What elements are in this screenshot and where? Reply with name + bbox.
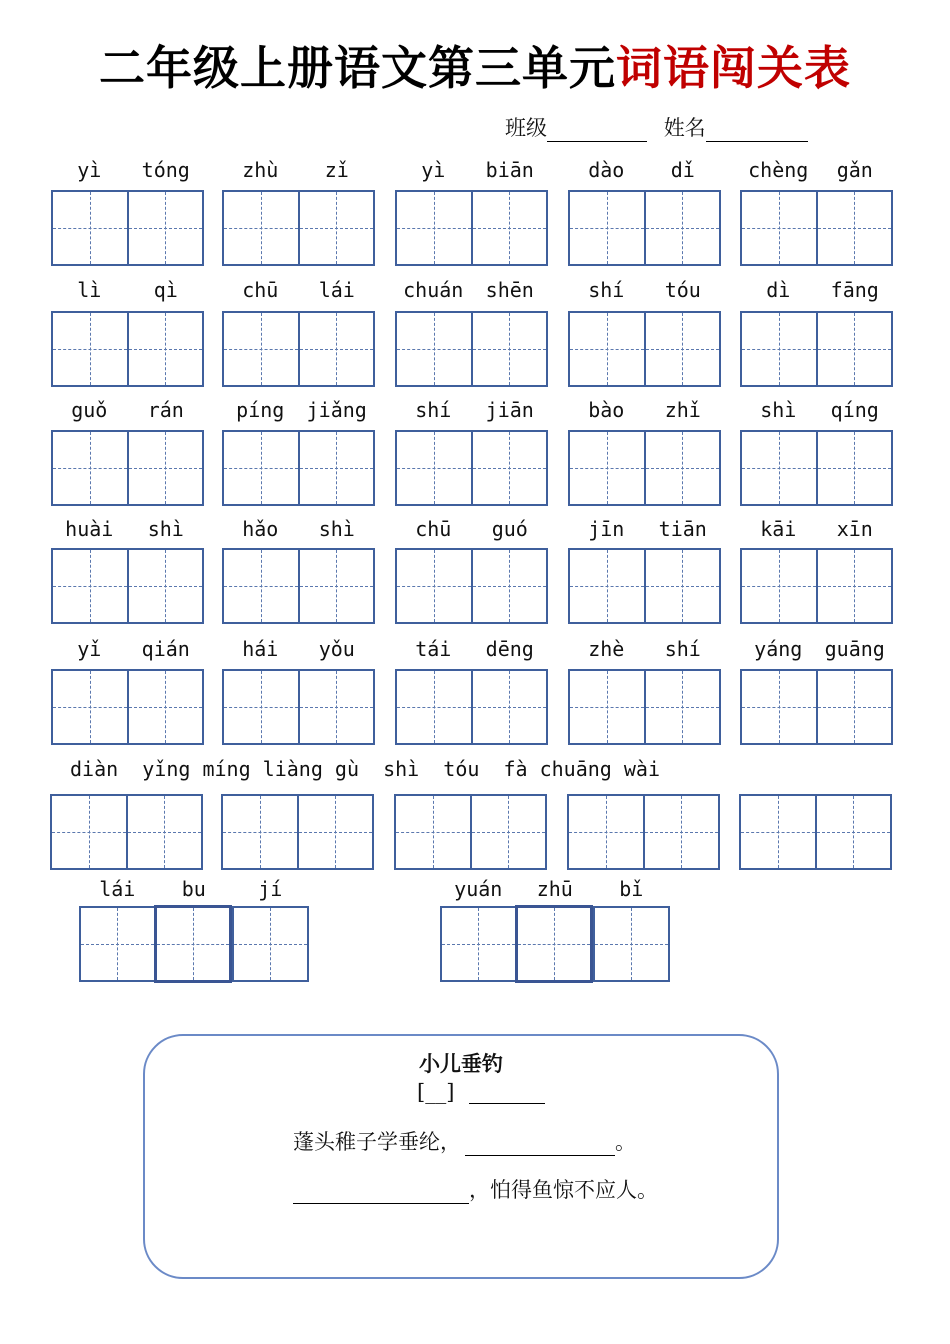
guide-line-horizontal	[224, 349, 298, 350]
character-cell[interactable]	[593, 908, 668, 980]
guide-line-horizontal	[223, 832, 297, 833]
guide-line-horizontal	[742, 468, 816, 469]
pinyin-label: guǒ	[71, 398, 108, 422]
character-cell[interactable]	[127, 550, 203, 622]
pinyin-label: yì	[421, 158, 446, 182]
character-cell[interactable]	[127, 313, 203, 385]
word-box	[568, 669, 721, 745]
character-cell[interactable]	[127, 671, 203, 743]
character-cell[interactable]	[53, 313, 127, 385]
guide-line-horizontal	[396, 832, 470, 833]
guide-line-horizontal	[397, 468, 471, 469]
guide-line-horizontal	[646, 468, 720, 469]
pinyin-label: jiān	[485, 398, 534, 422]
phrase-box	[79, 906, 309, 982]
character-cell[interactable]	[742, 671, 816, 743]
character-cell[interactable]	[126, 796, 202, 868]
guide-line-horizontal	[742, 586, 816, 587]
guide-line-horizontal	[646, 228, 720, 229]
title-highlight: 词语闯关表	[616, 41, 851, 95]
guide-line-horizontal	[234, 944, 307, 945]
character-cell[interactable]	[816, 550, 892, 622]
character-cell[interactable]	[224, 432, 298, 504]
character-cell[interactable]	[643, 796, 719, 868]
guide-line-horizontal	[300, 228, 374, 229]
character-cell[interactable]	[570, 550, 644, 622]
word-box	[740, 190, 893, 266]
character-cell[interactable]	[471, 671, 547, 743]
pinyin-label: qì	[153, 278, 178, 302]
guide-line-horizontal	[741, 832, 815, 833]
character-cell[interactable]	[816, 671, 892, 743]
word-box	[395, 430, 548, 506]
pinyin-label: bǐ	[619, 877, 644, 901]
guide-line-horizontal	[157, 944, 230, 945]
author-blank[interactable]	[469, 1083, 545, 1104]
guide-line-horizontal	[473, 349, 547, 350]
character-cell[interactable]	[298, 313, 374, 385]
character-cell[interactable]	[471, 313, 547, 385]
character-cell[interactable]	[397, 671, 471, 743]
word-box	[395, 190, 548, 266]
guide-line-horizontal	[570, 586, 644, 587]
character-cell[interactable]	[515, 905, 594, 983]
guide-line-horizontal	[570, 707, 644, 708]
word-box	[567, 794, 720, 870]
pinyin-label: bu	[181, 877, 206, 901]
guide-line-horizontal	[300, 707, 374, 708]
guide-line-horizontal	[129, 707, 203, 708]
guide-line-horizontal	[129, 349, 203, 350]
character-cell[interactable]	[298, 192, 374, 264]
guide-line-horizontal	[128, 832, 202, 833]
guide-line-horizontal	[818, 228, 892, 229]
word-box	[568, 190, 721, 266]
pinyin-label: dēng	[485, 637, 534, 661]
word-box	[739, 794, 892, 870]
character-cell[interactable]	[742, 192, 816, 264]
character-cell[interactable]	[297, 796, 373, 868]
pinyin-label: bào	[588, 398, 625, 422]
class-label: 班级	[505, 116, 547, 140]
character-cell[interactable]	[742, 550, 816, 622]
guide-line-horizontal	[224, 707, 298, 708]
guide-line-horizontal	[300, 349, 374, 350]
dynasty-bracket[interactable]: [__]	[417, 1080, 455, 1104]
pinyin-label: jiǎng	[306, 398, 367, 422]
pinyin-label: shí	[415, 398, 452, 422]
pinyin-label: dì	[766, 278, 791, 302]
word-box	[740, 311, 893, 387]
pinyin-label: dǐ	[670, 158, 695, 182]
character-cell[interactable]	[224, 671, 298, 743]
guide-line-horizontal	[53, 586, 127, 587]
guide-line-horizontal	[742, 228, 816, 229]
pinyin-label: tóng	[141, 158, 190, 182]
word-box	[222, 190, 375, 266]
name-field[interactable]	[706, 119, 808, 142]
pinyin-label: shì	[147, 517, 184, 541]
character-cell[interactable]	[471, 432, 547, 504]
guide-line-horizontal	[300, 468, 374, 469]
character-cell[interactable]	[644, 432, 720, 504]
guide-line-horizontal	[299, 832, 373, 833]
guide-line-horizontal	[129, 586, 203, 587]
guide-line-horizontal	[442, 944, 515, 945]
character-cell[interactable]	[53, 550, 127, 622]
guide-line-horizontal	[81, 944, 154, 945]
character-cell[interactable]	[442, 908, 515, 980]
guide-line-horizontal	[397, 228, 471, 229]
pinyin-label: zǐ	[324, 158, 349, 182]
pinyin-label: píng	[236, 398, 285, 422]
guide-line-horizontal	[570, 468, 644, 469]
guide-line-horizontal	[646, 349, 720, 350]
pinyin-label: yuán	[454, 877, 503, 901]
guide-line-horizontal	[818, 468, 892, 469]
guide-line-horizontal	[224, 586, 298, 587]
character-cell[interactable]	[53, 432, 127, 504]
guide-line-horizontal	[473, 468, 547, 469]
character-cell[interactable]	[570, 192, 644, 264]
pinyin-label: diàn yǐng míng liàng gù shì tóu fà chuāng wài	[70, 757, 661, 781]
name-label: 姓名	[663, 116, 706, 140]
pinyin-label: shì	[760, 398, 797, 422]
pinyin-label: jīn	[588, 517, 625, 541]
pinyin-label: lì	[77, 278, 102, 302]
pinyin-label: dào	[588, 158, 625, 182]
word-box	[568, 430, 721, 506]
guide-line-horizontal	[646, 586, 720, 587]
character-cell[interactable]	[644, 671, 720, 743]
character-cell[interactable]	[223, 796, 297, 868]
pinyin-label: hǎo	[242, 517, 279, 541]
guide-line-horizontal	[646, 707, 720, 708]
word-box	[568, 311, 721, 387]
guide-line-horizontal	[742, 349, 816, 350]
pinyin-label: gǎn	[836, 158, 873, 182]
pinyin-label: hái	[242, 637, 279, 661]
character-cell[interactable]	[397, 550, 471, 622]
guide-line-horizontal	[473, 707, 547, 708]
character-cell[interactable]	[224, 550, 298, 622]
guide-line-horizontal	[53, 707, 127, 708]
character-cell[interactable]	[741, 796, 815, 868]
character-cell[interactable]	[742, 432, 816, 504]
character-cell[interactable]	[644, 313, 720, 385]
character-cell[interactable]	[570, 313, 644, 385]
pinyin-label: yǐ	[77, 637, 102, 661]
pinyin-label: kāi	[760, 517, 797, 541]
pinyin-label: huài	[65, 517, 114, 541]
character-cell[interactable]	[816, 192, 892, 264]
character-cell[interactable]	[232, 908, 307, 980]
character-cell[interactable]	[52, 796, 126, 868]
character-cell[interactable]	[742, 313, 816, 385]
character-cell[interactable]	[397, 313, 471, 385]
character-cell[interactable]	[570, 432, 644, 504]
guide-line-horizontal	[53, 468, 127, 469]
character-cell[interactable]	[224, 192, 298, 264]
pinyin-label: shēn	[485, 278, 534, 302]
guide-line-horizontal	[817, 832, 891, 833]
pinyin-label: chū	[242, 278, 279, 302]
poem-blank-1[interactable]	[465, 1135, 615, 1156]
pinyin-label: zhǐ	[664, 398, 701, 422]
pinyin-label: guāng	[824, 637, 885, 661]
guide-line-horizontal	[397, 707, 471, 708]
pinyin-label: yì	[77, 158, 102, 182]
word-box	[51, 311, 204, 387]
character-cell[interactable]	[471, 550, 547, 622]
pinyin-label: chèng	[748, 158, 809, 182]
pinyin-label: shí	[588, 278, 625, 302]
word-box	[51, 548, 204, 624]
pinyin-label: zhù	[242, 158, 279, 182]
guide-line-horizontal	[518, 944, 591, 945]
pinyin-label: lái	[99, 877, 136, 901]
poem-author-line	[417, 1080, 545, 1104]
guide-line-horizontal	[224, 228, 298, 229]
guide-line-horizontal	[818, 707, 892, 708]
character-cell[interactable]	[569, 796, 643, 868]
pinyin-label: biān	[485, 158, 534, 182]
character-cell[interactable]	[81, 908, 154, 980]
pinyin-label: yáng	[754, 637, 803, 661]
guide-line-horizontal	[472, 832, 546, 833]
guide-line-horizontal	[473, 228, 547, 229]
pinyin-label: qíng	[830, 398, 879, 422]
guide-line-horizontal	[595, 944, 668, 945]
character-cell[interactable]	[127, 192, 203, 264]
guide-line-horizontal	[53, 349, 127, 350]
pinyin-label: lái	[318, 278, 355, 302]
character-cell[interactable]	[154, 905, 233, 983]
word-box	[740, 669, 893, 745]
poem-blank-2[interactable]	[293, 1183, 469, 1204]
guide-line-horizontal	[645, 832, 719, 833]
word-box	[51, 430, 204, 506]
character-cell[interactable]	[127, 432, 203, 504]
guide-line-horizontal	[397, 586, 471, 587]
character-cell[interactable]	[397, 432, 471, 504]
guide-line-horizontal	[570, 349, 644, 350]
word-box	[395, 311, 548, 387]
guide-line-horizontal	[818, 586, 892, 587]
guide-line-horizontal	[818, 349, 892, 350]
pinyin-label: qián	[141, 637, 190, 661]
character-cell[interactable]	[53, 671, 127, 743]
guide-line-horizontal	[300, 586, 374, 587]
character-cell[interactable]	[570, 671, 644, 743]
poem-box	[143, 1034, 779, 1279]
word-box	[394, 794, 547, 870]
character-cell[interactable]	[471, 192, 547, 264]
guide-line-horizontal	[52, 832, 126, 833]
character-cell[interactable]	[644, 192, 720, 264]
pinyin-label: tái	[415, 637, 452, 661]
guide-line-horizontal	[53, 228, 127, 229]
pinyin-label: shì	[318, 517, 355, 541]
guide-line-horizontal	[129, 468, 203, 469]
word-box	[221, 794, 374, 870]
pinyin-label: chuán	[403, 278, 464, 302]
word-box	[222, 311, 375, 387]
guide-line-horizontal	[570, 228, 644, 229]
character-cell[interactable]	[816, 432, 892, 504]
student-info	[505, 112, 808, 142]
word-box	[51, 190, 204, 266]
character-cell[interactable]	[224, 313, 298, 385]
pinyin-label: fāng	[830, 278, 879, 302]
guide-line-horizontal	[397, 349, 471, 350]
class-field[interactable]	[547, 119, 647, 142]
pinyin-label: tóu	[664, 278, 701, 302]
character-cell[interactable]	[397, 192, 471, 264]
pinyin-label: xīn	[836, 517, 873, 541]
word-box	[222, 669, 375, 745]
word-box	[222, 430, 375, 506]
guide-line-horizontal	[129, 228, 203, 229]
guide-line-horizontal	[473, 586, 547, 587]
character-cell[interactable]	[470, 796, 546, 868]
word-box	[50, 794, 203, 870]
poem-line-1: 蓬头稚子学垂纶， 。	[293, 1130, 636, 1154]
character-cell[interactable]	[53, 192, 127, 264]
word-box	[395, 548, 548, 624]
guide-line-horizontal	[569, 832, 643, 833]
character-cell[interactable]	[298, 432, 374, 504]
pinyin-label: yǒu	[318, 637, 355, 661]
guide-line-horizontal	[742, 707, 816, 708]
character-cell[interactable]	[298, 671, 374, 743]
pinyin-label: shí	[664, 637, 701, 661]
character-cell[interactable]	[396, 796, 470, 868]
pinyin-label: tiān	[658, 517, 707, 541]
character-cell[interactable]	[298, 550, 374, 622]
word-box	[568, 548, 721, 624]
character-cell[interactable]	[815, 796, 891, 868]
pinyin-label: jí	[258, 877, 283, 901]
word-box	[740, 548, 893, 624]
character-cell[interactable]	[644, 550, 720, 622]
word-box	[740, 430, 893, 506]
character-cell[interactable]	[816, 313, 892, 385]
pinyin-label: zhū	[536, 877, 573, 901]
pinyin-label: rán	[147, 398, 184, 422]
word-box	[51, 669, 204, 745]
pinyin-label: guó	[491, 517, 528, 541]
word-box	[222, 548, 375, 624]
page-title: 二年级上册语文第三单元词语闯关表	[99, 41, 851, 95]
pinyin-label: zhè	[588, 637, 625, 661]
pinyin-label: chū	[415, 517, 452, 541]
poem-title: 小儿垂钓	[419, 1052, 503, 1076]
guide-line-horizontal	[224, 468, 298, 469]
word-box	[395, 669, 548, 745]
poem-line-2: ，怕得鱼惊不应人。	[293, 1174, 658, 1204]
phrase-box	[440, 906, 670, 982]
